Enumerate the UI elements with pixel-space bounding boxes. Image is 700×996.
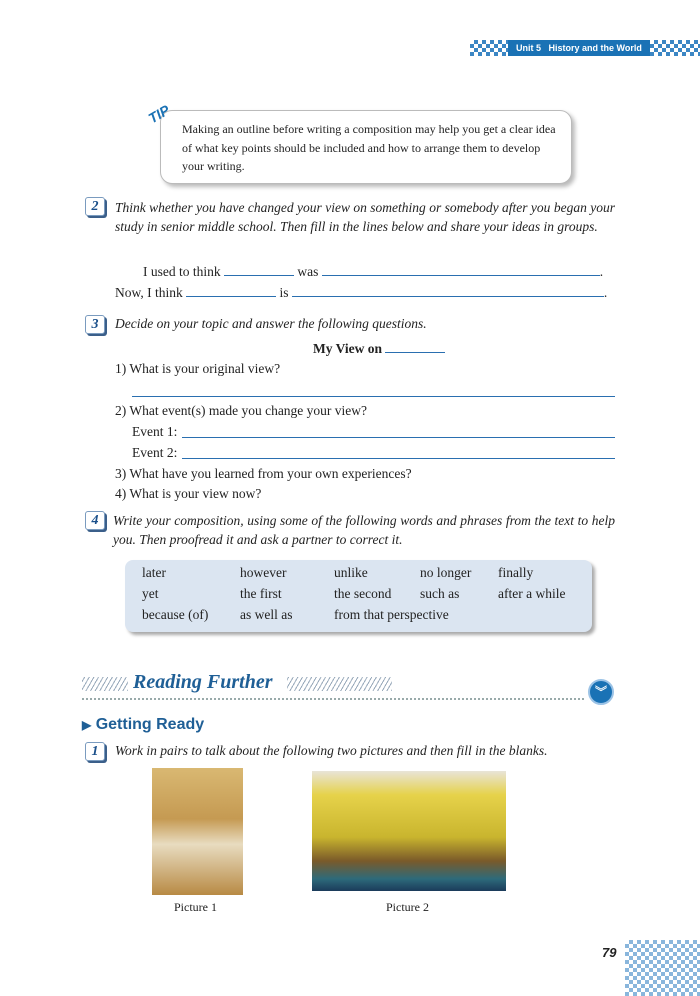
word-item: as well as — [240, 607, 293, 622]
outline-title-text: My View on — [313, 341, 382, 356]
blank[interactable] — [292, 296, 604, 297]
tip-text: Making an outline before writing a composition may help you get a clear idea of what key points should be included and how to arrange them to develop your writing. — [182, 122, 556, 173]
word-item: later — [142, 565, 166, 580]
subsection-title — [82, 716, 204, 734]
word-item: yet — [142, 586, 159, 601]
event-1-label: Event 1: — [132, 424, 178, 439]
word-item: no longer — [420, 565, 472, 580]
unit-label: Unit 5 — [516, 43, 542, 53]
fill-line-2 — [115, 285, 607, 301]
picture-1-caption: Picture 1 — [174, 900, 217, 914]
word-item: unlike — [334, 565, 368, 580]
unit-header — [508, 40, 650, 56]
period: . — [603, 285, 608, 300]
word-item: such as — [420, 586, 460, 601]
header-pattern — [470, 40, 508, 56]
period: . — [599, 264, 604, 279]
word-item: after a while — [498, 586, 566, 601]
exercise-3-instruction: Decide on your topic and answer the following questions. — [115, 316, 427, 331]
exercise-number: 1 — [85, 742, 105, 761]
blank[interactable] — [186, 296, 276, 297]
picture-1-image — [152, 768, 243, 895]
answer-line[interactable] — [132, 396, 615, 397]
question-4: 4) What is your view now? — [115, 486, 262, 501]
answer-line[interactable] — [182, 437, 615, 438]
blank[interactable] — [385, 352, 445, 353]
question-3: 3) What have you learned from your own experiences? — [115, 466, 412, 481]
line-text: Now, I think — [115, 285, 183, 300]
line-text: I used to think — [143, 264, 221, 279]
question-2: 2) What event(s) made you change your view? — [115, 403, 368, 418]
event-2-label: Event 2: — [132, 445, 178, 460]
line-text: is — [279, 285, 289, 300]
picture-2-image — [312, 771, 506, 891]
outline-title — [313, 341, 445, 357]
corner-pattern — [625, 940, 700, 996]
decor-hatch — [287, 677, 392, 691]
triangle-icon: ▶ — [82, 718, 92, 732]
word-item: from that perspective — [334, 607, 449, 622]
word-item: because (of) — [142, 607, 209, 622]
blank[interactable] — [322, 275, 600, 276]
word-item: however — [240, 565, 287, 580]
decor-hatch — [82, 677, 128, 691]
section-title: Reading Further — [133, 671, 273, 693]
dotted-divider — [82, 698, 584, 700]
exercise-4-instruction: Write your composition, using some of the following words and phrases from the text to help you. Then proofread it and ask a partner to correct it. — [113, 513, 615, 547]
reading-instruction: Work in pairs to talk about the following two pictures and then fill in the blanks. — [115, 743, 548, 758]
tip-label: TIP — [145, 101, 173, 127]
line-text: was — [297, 264, 319, 279]
unit-title: History and the World — [548, 43, 642, 53]
exercise-2-instruction: Think whether you have changed your view on something or somebody after you began your study in senior middle school. Then fill in the lines below and share your ideas in groups. — [115, 200, 615, 234]
word-item: finally — [498, 565, 534, 580]
subsection-text: Getting Ready — [95, 716, 205, 733]
word-item: the first — [240, 586, 282, 601]
page-number: 79 — [602, 945, 617, 960]
double-chevron-down-icon: ︾ — [588, 679, 614, 705]
exercise-number: 2 — [85, 197, 105, 216]
exercise-number: 3 — [85, 315, 105, 334]
word-item: the second — [334, 586, 392, 601]
answer-line[interactable] — [182, 458, 615, 459]
blank[interactable] — [224, 275, 294, 276]
picture-2-caption: Picture 2 — [386, 900, 429, 914]
header-pattern — [650, 40, 700, 56]
question-1: 1) What is your original view? — [115, 361, 281, 376]
exercise-number: 4 — [85, 511, 105, 530]
fill-line-1 — [143, 264, 603, 280]
